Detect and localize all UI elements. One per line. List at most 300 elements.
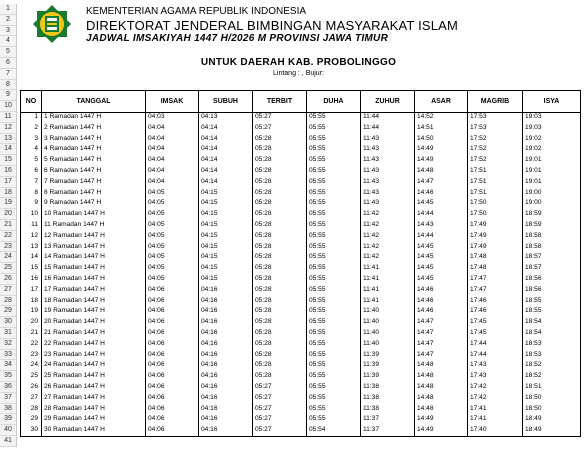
row-header-37[interactable]: 37 <box>0 393 17 404</box>
cell-tanggal[interactable]: 3 Ramadan 1447 H <box>44 134 102 142</box>
cell-isya[interactable]: 19:01 <box>525 177 542 185</box>
cell-asar[interactable]: 14:50 <box>417 134 434 142</box>
cell-magrib[interactable]: 17:50 <box>470 210 487 218</box>
cell-duha[interactable]: 05:55 <box>309 372 326 380</box>
cell-duha[interactable]: 05:55 <box>309 167 326 174</box>
cell-no[interactable]: 19 <box>30 307 38 315</box>
cell-duha[interactable]: 05:55 <box>309 329 326 336</box>
cell-isya[interactable]: 19:00 <box>525 199 542 207</box>
cell-terbit[interactable]: 05:28 <box>255 156 272 164</box>
row-header-38[interactable]: 38 <box>0 404 17 415</box>
cell-magrib[interactable]: 17:48 <box>470 253 487 261</box>
cell-magrib[interactable]: 17:42 <box>470 393 487 401</box>
cell-zuhur[interactable]: 11:38 <box>363 383 380 390</box>
cell-asar[interactable]: 14:45 <box>417 253 434 261</box>
cell-imsak[interactable]: 04:04 <box>148 177 165 185</box>
cell-tanggal[interactable]: 9 Ramadan 1447 H <box>44 199 102 207</box>
cell-isya[interactable]: 18:57 <box>525 264 542 272</box>
cell-zuhur[interactable]: 11:41 <box>363 285 380 293</box>
cell-terbit[interactable]: 05:28 <box>255 275 272 282</box>
cell-tanggal[interactable]: 27 Ramadan 1447 H <box>44 393 105 401</box>
cell-no[interactable]: 2 <box>34 123 38 131</box>
cell-imsak[interactable]: 04:05 <box>148 188 165 196</box>
cell-magrib[interactable]: 17:40 <box>470 426 487 434</box>
cell-terbit[interactable]: 05:28 <box>255 177 272 185</box>
row-header-24[interactable]: 24 <box>0 252 17 263</box>
cell-zuhur[interactable]: 11:39 <box>363 372 380 380</box>
cell-tanggal[interactable]: 21 Ramadan 1447 H <box>44 329 105 336</box>
cell-subuh[interactable]: 04:16 <box>201 350 218 358</box>
row-header-35[interactable]: 35 <box>0 371 17 382</box>
cell-subuh[interactable]: 04:16 <box>201 361 218 369</box>
cell-isya[interactable]: 18:50 <box>525 404 542 412</box>
cell-no[interactable]: 4 <box>34 145 38 153</box>
cell-terbit[interactable]: 05:28 <box>255 188 272 196</box>
cell-duha[interactable]: 05:55 <box>309 393 326 401</box>
cell-asar[interactable]: 14:46 <box>417 296 434 304</box>
cell-isya[interactable]: 19:01 <box>525 167 542 174</box>
cell-terbit[interactable]: 05:28 <box>255 231 272 239</box>
cell-terbit[interactable]: 05:28 <box>255 350 272 358</box>
cell-no[interactable]: 6 <box>34 167 38 174</box>
cell-isya[interactable]: 19:00 <box>525 188 542 196</box>
cell-terbit[interactable]: 05:28 <box>255 134 272 142</box>
cell-terbit[interactable]: 05:28 <box>255 221 272 228</box>
cell-imsak[interactable]: 04:06 <box>148 361 165 369</box>
cell-subuh[interactable]: 04:16 <box>201 426 218 434</box>
cell-duha[interactable]: 05:55 <box>309 415 326 423</box>
cell-asar[interactable]: 14:45 <box>417 275 434 282</box>
cell-no[interactable]: 17 <box>30 285 38 293</box>
cell-subuh[interactable]: 04:16 <box>201 415 218 423</box>
cell-tanggal[interactable]: 20 Ramadan 1447 H <box>44 318 105 326</box>
cell-isya[interactable]: 18:53 <box>525 339 542 347</box>
row-header-14[interactable]: 14 <box>0 144 17 155</box>
cell-subuh[interactable]: 04:16 <box>201 404 218 412</box>
cell-duha[interactable]: 05:55 <box>309 264 326 272</box>
cell-zuhur[interactable]: 11:43 <box>363 199 380 207</box>
cell-duha[interactable]: 05:55 <box>309 253 326 261</box>
row-header-39[interactable]: 39 <box>0 414 17 425</box>
cell-magrib[interactable]: 17:47 <box>470 275 487 282</box>
cell-subuh[interactable]: 04:14 <box>201 145 218 153</box>
cell-no[interactable]: 14 <box>30 253 38 261</box>
cell-zuhur[interactable]: 11:39 <box>363 361 380 369</box>
cell-asar[interactable]: 14:44 <box>417 231 434 239</box>
cell-zuhur[interactable]: 11:42 <box>363 253 380 261</box>
cell-terbit[interactable]: 05:28 <box>255 339 272 347</box>
cell-imsak[interactable]: 04:06 <box>148 404 165 412</box>
cell-subuh[interactable]: 04:15 <box>201 253 218 261</box>
cell-imsak[interactable]: 04:05 <box>148 242 165 250</box>
cell-asar[interactable]: 14:49 <box>417 156 434 164</box>
cell-magrib[interactable]: 17:53 <box>470 123 487 131</box>
cell-asar[interactable]: 14:51 <box>417 123 434 131</box>
row-header-32[interactable]: 32 <box>0 339 17 350</box>
cell-subuh[interactable]: 04:16 <box>201 372 218 380</box>
cell-zuhur[interactable]: 11:40 <box>363 307 380 315</box>
cell-subuh[interactable]: 04:14 <box>201 134 218 142</box>
cell-tanggal[interactable]: 7 Ramadan 1447 H <box>44 177 102 185</box>
cell-no[interactable]: 9 <box>34 199 38 207</box>
cell-subuh[interactable]: 04:16 <box>201 318 218 326</box>
cell-tanggal[interactable]: 15 Ramadan 1447 H <box>44 264 105 272</box>
cell-tanggal[interactable]: 1 Ramadan 1447 H <box>44 113 102 120</box>
cell-asar[interactable]: 14:47 <box>417 329 434 336</box>
cell-subuh[interactable]: 04:14 <box>201 177 218 185</box>
cell-isya[interactable]: 19:03 <box>525 123 542 131</box>
cell-imsak[interactable]: 04:04 <box>148 156 165 164</box>
cell-zuhur[interactable]: 11:43 <box>363 145 380 153</box>
cell-isya[interactable]: 18:57 <box>525 253 542 261</box>
cell-isya[interactable]: 19:02 <box>525 134 542 142</box>
cell-no[interactable]: 24 <box>30 361 38 369</box>
row-header-21[interactable]: 21 <box>0 220 17 231</box>
row-header-4[interactable]: 4 <box>0 36 17 47</box>
cell-imsak[interactable]: 04:06 <box>148 426 165 434</box>
cell-isya[interactable]: 19:01 <box>525 156 542 164</box>
cell-asar[interactable]: 14:45 <box>417 264 434 272</box>
cell-terbit[interactable]: 05:27 <box>255 393 272 401</box>
cell-terbit[interactable]: 05:28 <box>255 210 272 218</box>
cell-duha[interactable]: 05:55 <box>309 350 326 358</box>
cell-zuhur[interactable]: 11:42 <box>363 231 380 239</box>
cell-asar[interactable]: 14:49 <box>417 426 434 434</box>
cell-terbit[interactable]: 05:28 <box>255 167 272 174</box>
cell-no[interactable]: 29 <box>30 415 38 423</box>
cell-tanggal[interactable]: 29 Ramadan 1447 H <box>44 415 105 423</box>
cell-no[interactable]: 3 <box>34 134 38 142</box>
cell-no[interactable]: 8 <box>34 188 38 196</box>
cell-imsak[interactable]: 04:06 <box>148 372 165 380</box>
cell-no[interactable]: 13 <box>30 242 38 250</box>
cell-asar[interactable]: 14:43 <box>417 221 434 228</box>
cell-magrib[interactable]: 17:42 <box>470 383 487 390</box>
cell-isya[interactable]: 18:51 <box>525 383 542 390</box>
cell-imsak[interactable]: 04:06 <box>148 339 165 347</box>
cell-imsak[interactable]: 04:04 <box>148 145 165 153</box>
cell-no[interactable]: 16 <box>30 275 38 282</box>
cell-magrib[interactable]: 17:41 <box>470 415 487 423</box>
cell-isya[interactable]: 19:02 <box>525 145 542 153</box>
row-header-20[interactable]: 20 <box>0 209 17 220</box>
cell-tanggal[interactable]: 5 Ramadan 1447 H <box>44 156 102 164</box>
cell-magrib[interactable]: 17:49 <box>470 231 487 239</box>
cell-magrib[interactable]: 17:52 <box>470 134 487 142</box>
cell-duha[interactable]: 05:55 <box>309 134 326 142</box>
row-header-7[interactable]: 7 <box>0 69 17 80</box>
cell-subuh[interactable]: 04:16 <box>201 285 218 293</box>
cell-tanggal[interactable]: 18 Ramadan 1447 H <box>44 296 105 304</box>
cell-imsak[interactable]: 04:04 <box>148 167 165 174</box>
row-header-33[interactable]: 33 <box>0 350 17 361</box>
cell-duha[interactable]: 05:55 <box>309 339 326 347</box>
cell-zuhur[interactable]: 11:37 <box>363 415 380 423</box>
row-header-9[interactable]: 9 <box>0 90 17 101</box>
cell-asar[interactable]: 14:48 <box>417 372 434 380</box>
cell-duha[interactable]: 05:54 <box>309 426 326 434</box>
cell-zuhur[interactable]: 11:43 <box>363 167 380 174</box>
cell-no[interactable]: 12 <box>30 231 38 239</box>
cell-tanggal[interactable]: 6 Ramadan 1447 H <box>44 167 102 174</box>
cell-isya[interactable]: 18:49 <box>525 426 542 434</box>
cell-magrib[interactable]: 17:52 <box>470 156 487 164</box>
cell-subuh[interactable]: 04:15 <box>201 210 218 218</box>
cell-terbit[interactable]: 05:28 <box>255 242 272 250</box>
cell-magrib[interactable]: 17:48 <box>470 264 487 272</box>
cell-terbit[interactable]: 05:28 <box>255 253 272 261</box>
row-header-41[interactable]: 41 <box>0 436 17 447</box>
cell-tanggal[interactable]: 14 Ramadan 1447 H <box>44 253 105 261</box>
row-header-1[interactable]: 1 <box>0 4 17 15</box>
cell-zuhur[interactable]: 11:38 <box>363 404 380 412</box>
cell-no[interactable]: 7 <box>34 177 38 185</box>
cell-duha[interactable]: 05:55 <box>309 210 326 218</box>
cell-duha[interactable]: 05:55 <box>309 404 326 412</box>
cell-duha[interactable]: 05:55 <box>309 275 326 282</box>
cell-duha[interactable]: 05:55 <box>309 113 326 120</box>
cell-zuhur[interactable]: 11:43 <box>363 134 380 142</box>
cell-magrib[interactable]: 17:46 <box>470 296 487 304</box>
row-header-16[interactable]: 16 <box>0 166 17 177</box>
row-header-23[interactable]: 23 <box>0 242 17 253</box>
row-header-11[interactable]: 11 <box>0 112 17 123</box>
cell-isya[interactable]: 18:54 <box>525 329 542 336</box>
cell-duha[interactable]: 05:55 <box>309 318 326 326</box>
cell-magrib[interactable]: 17:51 <box>470 188 487 196</box>
cell-subuh[interactable]: 04:15 <box>201 188 218 196</box>
cell-isya[interactable]: 18:56 <box>525 275 542 282</box>
cell-tanggal[interactable]: 19 Ramadan 1447 H <box>44 307 105 315</box>
cell-no[interactable]: 25 <box>30 372 38 380</box>
cell-zuhur[interactable]: 11:40 <box>363 339 380 347</box>
cell-terbit[interactable]: 05:27 <box>255 123 272 131</box>
cell-isya[interactable]: 18:50 <box>525 393 542 401</box>
cell-magrib[interactable]: 17:51 <box>470 177 487 185</box>
cell-duha[interactable]: 05:55 <box>309 296 326 304</box>
cell-asar[interactable]: 14:44 <box>417 210 434 218</box>
cell-subuh[interactable]: 04:13 <box>201 113 218 120</box>
cell-imsak[interactable]: 04:04 <box>148 134 165 142</box>
cell-terbit[interactable]: 05:27 <box>255 415 272 423</box>
cell-no[interactable]: 28 <box>30 404 38 412</box>
cell-duha[interactable]: 05:55 <box>309 156 326 164</box>
cell-magrib[interactable]: 17:43 <box>470 361 487 369</box>
cell-asar[interactable]: 14:46 <box>417 307 434 315</box>
cell-imsak[interactable]: 04:04 <box>148 123 165 131</box>
cell-tanggal[interactable]: 12 Ramadan 1447 H <box>44 231 105 239</box>
row-header-36[interactable]: 36 <box>0 382 17 393</box>
row-header-17[interactable]: 17 <box>0 177 17 188</box>
cell-asar[interactable]: 14:47 <box>417 177 434 185</box>
cell-isya[interactable]: 18:58 <box>525 231 542 239</box>
cell-zuhur[interactable]: 11:42 <box>363 242 380 250</box>
cell-zuhur[interactable]: 11:40 <box>363 329 380 336</box>
cell-subuh[interactable]: 04:16 <box>201 339 218 347</box>
cell-asar[interactable]: 14:48 <box>417 167 434 174</box>
row-header-18[interactable]: 18 <box>0 188 17 199</box>
cell-subuh[interactable]: 04:16 <box>201 393 218 401</box>
cell-terbit[interactable]: 05:28 <box>255 199 272 207</box>
cell-tanggal[interactable]: 8 Ramadan 1447 H <box>44 188 102 196</box>
cell-magrib[interactable]: 17:41 <box>470 404 487 412</box>
cell-duha[interactable]: 05:55 <box>309 199 326 207</box>
cell-tanggal[interactable]: 23 Ramadan 1447 H <box>44 350 105 358</box>
cell-no[interactable]: 26 <box>30 383 38 390</box>
cell-no[interactable]: 15 <box>30 264 38 272</box>
cell-magrib[interactable]: 17:49 <box>470 242 487 250</box>
cell-imsak[interactable]: 04:05 <box>148 231 165 239</box>
row-header-6[interactable]: 6 <box>0 58 17 69</box>
cell-magrib[interactable]: 17:44 <box>470 339 487 347</box>
cell-imsak[interactable]: 04:05 <box>148 253 165 261</box>
cell-imsak[interactable]: 04:06 <box>148 285 165 293</box>
cell-isya[interactable]: 18:56 <box>525 285 542 293</box>
cell-no[interactable]: 5 <box>34 156 38 164</box>
cell-terbit[interactable]: 05:28 <box>255 307 272 315</box>
cell-isya[interactable]: 18:55 <box>525 307 542 315</box>
cell-zuhur[interactable]: 11:38 <box>363 393 380 401</box>
row-header-28[interactable]: 28 <box>0 296 17 307</box>
cell-magrib[interactable]: 17:46 <box>470 307 487 315</box>
cell-tanggal[interactable]: 17 Ramadan 1447 H <box>44 285 105 293</box>
cell-duha[interactable]: 05:55 <box>309 361 326 369</box>
cell-tanggal[interactable]: 28 Ramadan 1447 H <box>44 404 105 412</box>
cell-tanggal[interactable]: 22 Ramadan 1447 H <box>44 339 105 347</box>
cell-subuh[interactable]: 04:14 <box>201 123 218 131</box>
row-header-2[interactable]: 2 <box>0 15 17 26</box>
cell-tanggal[interactable]: 2 Ramadan 1447 H <box>44 123 102 131</box>
cell-no[interactable]: 18 <box>30 296 38 304</box>
cell-imsak[interactable]: 04:06 <box>148 307 165 315</box>
cell-zuhur[interactable]: 11:39 <box>363 350 380 358</box>
cell-subuh[interactable]: 04:15 <box>201 242 218 250</box>
cell-terbit[interactable]: 05:28 <box>255 372 272 380</box>
cell-terbit[interactable]: 05:28 <box>255 318 272 326</box>
cell-duha[interactable]: 05:55 <box>309 242 326 250</box>
cell-isya[interactable]: 18:54 <box>525 318 542 326</box>
row-header-8[interactable]: 8 <box>0 80 17 91</box>
row-header-15[interactable]: 15 <box>0 155 17 166</box>
cell-duha[interactable]: 05:55 <box>309 285 326 293</box>
cell-terbit[interactable]: 05:27 <box>255 113 272 120</box>
cell-terbit[interactable]: 05:27 <box>255 383 272 390</box>
cell-magrib[interactable]: 17:45 <box>470 329 487 336</box>
cell-terbit[interactable]: 05:28 <box>255 285 272 293</box>
cell-asar[interactable]: 14:45 <box>417 199 434 207</box>
cell-zuhur[interactable]: 11:42 <box>363 221 380 228</box>
row-header-5[interactable]: 5 <box>0 47 17 58</box>
cell-duha[interactable]: 05:55 <box>309 188 326 196</box>
cell-no[interactable]: 27 <box>30 393 38 401</box>
cell-asar[interactable]: 14:48 <box>417 393 434 401</box>
cell-subuh[interactable]: 04:16 <box>201 329 218 336</box>
cell-tanggal[interactable]: 26 Ramadan 1447 H <box>44 383 105 390</box>
cell-isya[interactable]: 18:55 <box>525 296 542 304</box>
cell-subuh[interactable]: 04:15 <box>201 275 218 282</box>
row-header-34[interactable]: 34 <box>0 360 17 371</box>
cell-subuh[interactable]: 04:14 <box>201 167 218 174</box>
cell-imsak[interactable]: 04:05 <box>148 264 165 272</box>
row-header-26[interactable]: 26 <box>0 274 17 285</box>
cell-no[interactable]: 22 <box>30 339 38 347</box>
row-header-30[interactable]: 30 <box>0 317 17 328</box>
cell-magrib[interactable]: 17:53 <box>470 113 487 120</box>
cell-isya[interactable]: 18:58 <box>525 242 542 250</box>
cell-imsak[interactable]: 04:06 <box>148 415 165 423</box>
cell-zuhur[interactable]: 11:44 <box>363 113 380 120</box>
cell-magrib[interactable]: 17:52 <box>470 145 487 153</box>
cell-zuhur[interactable]: 11:43 <box>363 177 380 185</box>
cell-subuh[interactable]: 04:16 <box>201 383 218 390</box>
cell-tanggal[interactable]: 11 Ramadan 1447 H <box>44 221 105 228</box>
cell-zuhur[interactable]: 11:40 <box>363 318 380 326</box>
cell-terbit[interactable]: 05:28 <box>255 296 272 304</box>
cell-isya[interactable]: 18:49 <box>525 415 542 423</box>
cell-imsak[interactable]: 04:03 <box>148 113 165 120</box>
cell-tanggal[interactable]: 13 Ramadan 1447 H <box>44 242 105 250</box>
cell-tanggal[interactable]: 16 Ramadan 1447 H <box>44 275 105 282</box>
cell-subuh[interactable]: 04:16 <box>201 296 218 304</box>
cell-asar[interactable]: 14:47 <box>417 350 434 358</box>
cell-imsak[interactable]: 04:05 <box>148 199 165 207</box>
cell-duha[interactable]: 05:55 <box>309 123 326 131</box>
cell-subuh[interactable]: 04:15 <box>201 264 218 272</box>
cell-asar[interactable]: 14:48 <box>417 361 434 369</box>
cell-imsak[interactable]: 04:06 <box>148 329 165 336</box>
cell-zuhur[interactable]: 11:41 <box>363 264 380 272</box>
cell-asar[interactable]: 14:47 <box>417 318 434 326</box>
cell-tanggal[interactable]: 10 Ramadan 1447 H <box>44 210 105 218</box>
cell-imsak[interactable]: 04:05 <box>148 275 165 282</box>
cell-imsak[interactable]: 04:05 <box>148 221 165 228</box>
cell-terbit[interactable]: 05:27 <box>255 426 272 434</box>
cell-subuh[interactable]: 04:15 <box>201 221 218 228</box>
cell-magrib[interactable]: 17:44 <box>470 350 487 358</box>
cell-terbit[interactable]: 05:28 <box>255 264 272 272</box>
cell-isya[interactable]: 18:59 <box>525 210 542 218</box>
cell-imsak[interactable]: 04:06 <box>148 383 165 390</box>
row-header-31[interactable]: 31 <box>0 328 17 339</box>
cell-subuh[interactable]: 04:16 <box>201 307 218 315</box>
cell-no[interactable]: 10 <box>30 210 38 218</box>
cell-tanggal[interactable]: 25 Ramadan 1447 H <box>44 372 105 380</box>
cell-asar[interactable]: 14:46 <box>417 285 434 293</box>
cell-no[interactable]: 20 <box>30 318 38 326</box>
cell-magrib[interactable]: 17:51 <box>470 167 487 174</box>
row-header-40[interactable]: 40 <box>0 425 17 436</box>
cell-terbit[interactable]: 05:28 <box>255 329 272 336</box>
cell-imsak[interactable]: 04:05 <box>148 210 165 218</box>
cell-imsak[interactable]: 04:06 <box>148 350 165 358</box>
row-header-22[interactable]: 22 <box>0 231 17 242</box>
cell-terbit[interactable]: 05:27 <box>255 404 272 412</box>
cell-no[interactable]: 23 <box>30 350 38 358</box>
cell-isya[interactable]: 18:52 <box>525 372 542 380</box>
cell-imsak[interactable]: 04:06 <box>148 318 165 326</box>
cell-magrib[interactable]: 17:47 <box>470 285 487 293</box>
cell-zuhur[interactable]: 11:43 <box>363 156 380 164</box>
cell-subuh[interactable]: 04:15 <box>201 231 218 239</box>
row-header-12[interactable]: 12 <box>0 123 17 134</box>
cell-zuhur[interactable]: 11:41 <box>363 296 380 304</box>
cell-subuh[interactable]: 04:14 <box>201 156 218 164</box>
cell-zuhur[interactable]: 11:37 <box>363 426 380 434</box>
cell-asar[interactable]: 14:52 <box>417 113 434 120</box>
cell-asar[interactable]: 14:48 <box>417 404 434 412</box>
cell-terbit[interactable]: 05:28 <box>255 361 272 369</box>
row-header-13[interactable]: 13 <box>0 134 17 145</box>
